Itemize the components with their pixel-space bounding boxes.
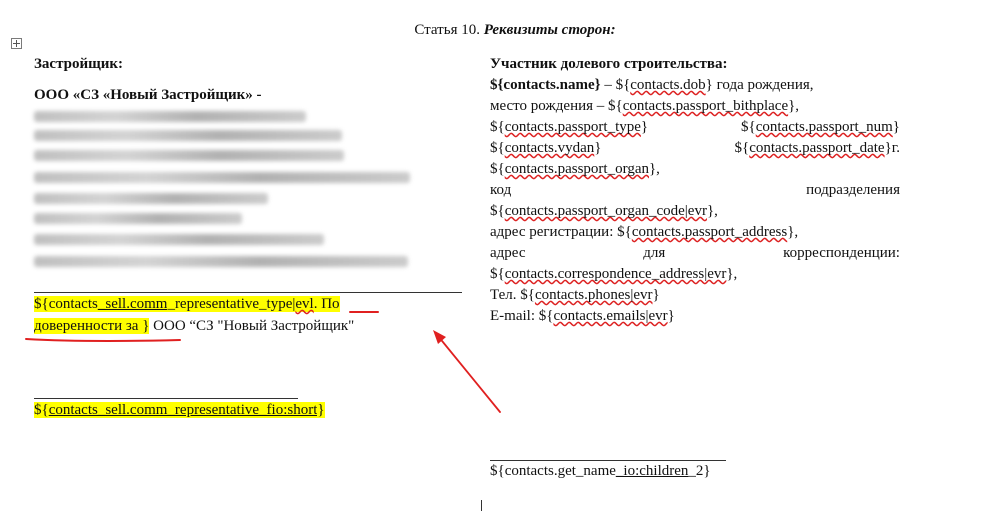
code-label-line: код подразделения xyxy=(490,182,900,198)
participant-label: Участник долевого строительства: xyxy=(490,56,728,72)
correspondence-address-line[interactable]: ${contacts.correspondence_address|evr}, xyxy=(490,266,738,282)
registration-address-line[interactable]: адрес регистрации: ${contacts.passport_address}, xyxy=(490,224,799,240)
passport-line[interactable]: ${contacts.passport_type} ${contacts.passport_num} xyxy=(490,119,900,135)
representative-fio-field[interactable]: ${contacts_sell.comm_representative_fio:short} xyxy=(34,402,325,418)
passport-organ-line[interactable]: ${contacts.passport_organ}, xyxy=(490,161,660,177)
passport-organ-code-line[interactable]: ${contacts.passport_organ_code|evr}, xyxy=(490,203,718,219)
developer-company-name: ООО «СЗ «Новый Застройщик» - xyxy=(34,87,262,103)
participant-signature-field[interactable]: ${contacts.get_name_io:children_2} xyxy=(490,463,711,479)
representative-field-line1[interactable]: ${contacts_sell.comm_representative_type|evl. По xyxy=(34,296,340,312)
article-title: Реквизиты сторон: xyxy=(483,22,616,38)
developer-label: Застройщик: xyxy=(34,56,124,72)
email-line[interactable]: E-mail: ${contacts.emails|evr} xyxy=(490,308,675,324)
phone-line[interactable]: Тел. ${contacts.phones|evr} xyxy=(490,287,660,303)
vydan-line[interactable]: ${contacts.vydan} ${contacts.passport_date}г. xyxy=(490,140,900,156)
article-number: Статья 10. xyxy=(414,22,480,38)
participant-name-line[interactable]: ${contacts.name} – ${contacts.dob} года рождения, xyxy=(490,77,814,93)
birthplace-line[interactable]: место рождения – ${contacts.passport_bithplace}, xyxy=(490,98,800,114)
representative-field-line2[interactable]: доверенности за } ООО “СЗ "Новый Застройщик" xyxy=(34,318,355,334)
correspondence-label-line: адрес для корреспонденции: xyxy=(490,245,900,261)
